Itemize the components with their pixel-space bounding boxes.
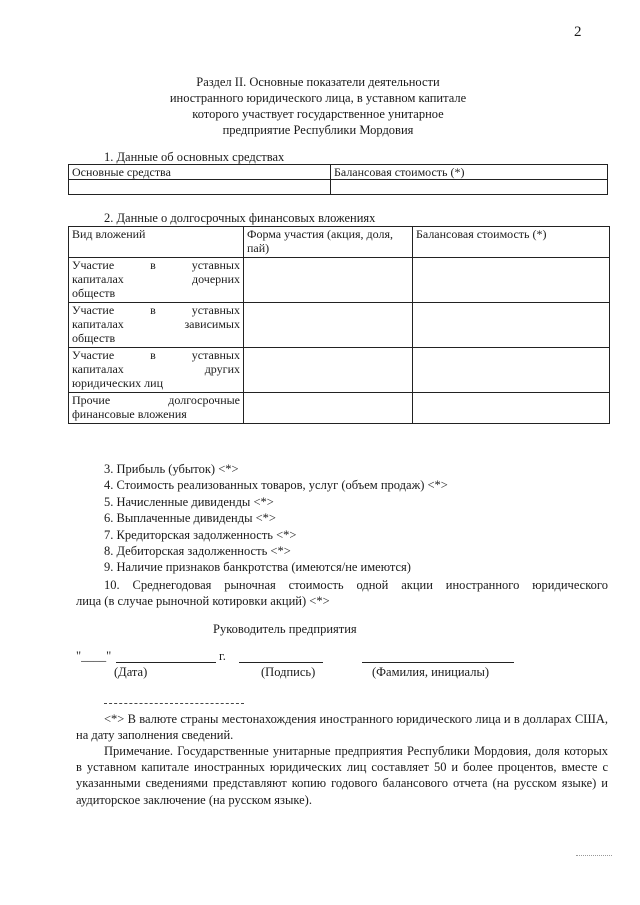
page-number: 2: [574, 24, 582, 40]
investments-table: [68, 226, 610, 424]
section-title-line: предприятие Республики Мордовия: [222, 123, 414, 137]
footnote: <*> В валюте страны местонахождения иностранного юридического лица и в долларах США, на дату заполнения сведений.: [76, 712, 608, 743]
footnote-separator: [104, 703, 244, 704]
signature-heading: Руководитель предприятия: [213, 622, 357, 636]
table-header-cell: Балансовая стоимость (*): [413, 227, 610, 258]
section-title-line: которого участвует государственное унитарное: [192, 107, 444, 121]
list-item: 9. Наличие признаков банкротства (имеются/не имеются): [104, 560, 411, 575]
table-cell[interactable]: [413, 258, 610, 303]
table-row-label: Участие в уставных капиталах зависимых обществ: [69, 303, 244, 348]
table-row-label: Участие в уставных капиталах других юридических лиц: [69, 348, 244, 393]
fixed-assets-heading: 1. Данные об основных средствах: [104, 150, 285, 164]
table-cell[interactable]: [244, 348, 413, 393]
indicators-list: [104, 461, 448, 576]
table-cell[interactable]: [244, 258, 413, 303]
list-item: 3. Прибыль (убыток) <*>: [104, 462, 239, 476]
list-item: 7. Кредиторская задолженность <*>: [104, 527, 297, 542]
table-header-cell: Форма участия (акция, доля, пай): [244, 227, 413, 258]
remark: Примечание. Государственные унитарные предприятия Республики Мордовия, доля которых в уставном капитале иностранных юридических лиц составляет 50 и более процентов, вместе с указанными сведениями представляют копию годового балансового отчета (на русском языке) и аудиторское заключение (на русском языке).: [76, 744, 608, 807]
signature-field[interactable]: [239, 649, 323, 663]
table-cell[interactable]: [331, 180, 608, 195]
table-row-label: Прочие долгосрочные финансовые вложения: [69, 393, 244, 424]
fixed-assets-table: [68, 164, 608, 195]
list-item-10: 10. Среднегодовая рыночная стоимость одной акции иностранного юридического лица (в случае рыночной котировки акций) <*>: [76, 578, 608, 608]
name-field[interactable]: [362, 649, 514, 663]
investments-heading: 2. Данные о долгосрочных финансовых вложениях: [104, 211, 376, 225]
table-cell[interactable]: [413, 348, 610, 393]
list-item: 4. Стоимость реализованных товаров, услуг (объем продаж) <*>: [104, 478, 448, 493]
table-cell[interactable]: [413, 303, 610, 348]
table-cell[interactable]: [69, 180, 331, 195]
table-cell[interactable]: [413, 393, 610, 424]
date-field[interactable]: [116, 649, 216, 663]
section-title-line: Раздел II. Основные показатели деятельности: [196, 75, 440, 89]
table-header-cell: Основные средства: [69, 165, 331, 180]
section-title-line: иностранного юридического лица, в уставном капитале: [169, 91, 467, 105]
name-label: (Фамилия, инициалы): [372, 665, 490, 679]
table-row-label: Участие в уставных капиталах дочерних обществ: [69, 258, 244, 303]
table-cell[interactable]: [244, 393, 413, 424]
scan-mark: [576, 855, 612, 856]
year-suffix: г.: [219, 649, 226, 663]
signature-block: [76, 649, 616, 685]
list-item: 6. Выплаченные дивиденды <*>: [104, 511, 276, 526]
table-header-cell: Балансовая стоимость (*): [331, 165, 608, 180]
list-item: 8. Дебиторская задолженность <*>: [104, 544, 291, 559]
list-item: 5. Начисленные дивиденды <*>: [104, 494, 274, 509]
signature-label: (Подпись): [261, 665, 316, 679]
table-header-cell: Вид вложений: [69, 227, 244, 258]
table-cell[interactable]: [244, 303, 413, 348]
date-label: (Дата): [114, 665, 148, 679]
date-quote: "____": [76, 649, 112, 663]
section-title: [150, 74, 486, 138]
